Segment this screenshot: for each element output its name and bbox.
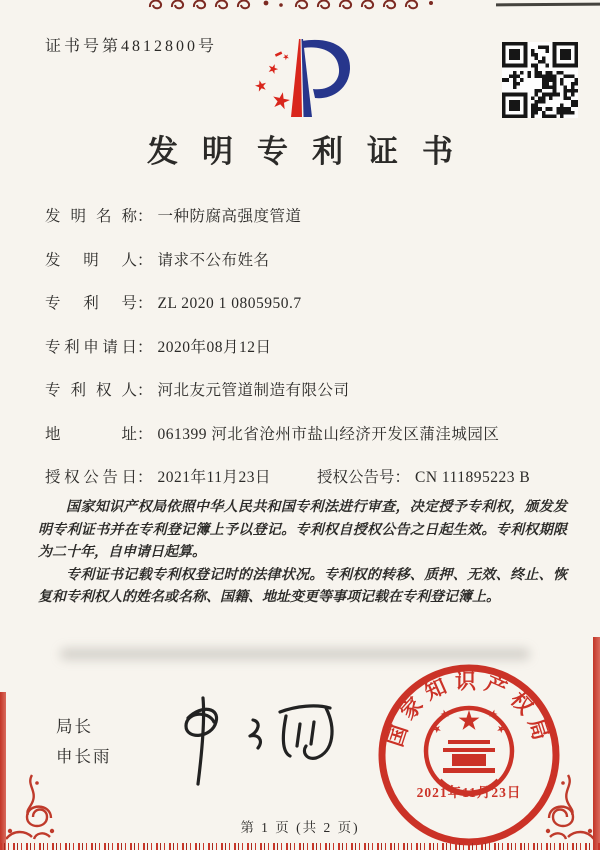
field-row-filing-date — [45, 335, 572, 379]
field-colon: ： — [137, 338, 153, 356]
field-row-invention-name — [45, 204, 572, 248]
certificate-title: 发明专利证书 — [147, 134, 477, 169]
qr-code — [502, 42, 578, 118]
field-value: 一种防腐高强度管道 — [157, 208, 302, 225]
field-colon: ： — [137, 208, 153, 225]
field-value: 请求不公布姓名 — [157, 251, 270, 269]
field-label: 专利申请日 — [45, 338, 137, 356]
field-colon: ： — [137, 469, 153, 486]
field-label: 授权公告日 — [45, 469, 137, 486]
bottom-fringe-border — [0, 843, 600, 850]
legal-text — [38, 497, 567, 610]
field-label: 地址 — [45, 425, 137, 443]
field-value: CN 111895223 B — [414, 469, 531, 486]
field-value: 2020年08月12日 — [157, 338, 272, 356]
field-value: 2021年11月23日 — [157, 469, 271, 486]
certificate-number: 证书号第4812800号 — [45, 38, 218, 55]
field-list — [45, 204, 572, 509]
corner-flourish-right-icon — [536, 773, 598, 845]
field-label: 发明名称 — [45, 208, 137, 225]
legal-paragraph-1: 国家知识产权局依照中华人民共和国专利法进行审查，决定授予专利权，颁发发明专利证书并在专利登记簿上予以登记。专利权自授权公告之日起生效。专利权期限为二十年，自申请日起算。 — [38, 500, 567, 560]
field-row-address — [45, 422, 572, 466]
page-number: 第 1 页 (共 2 页) — [240, 820, 360, 835]
field-row-patentee — [45, 378, 572, 422]
field-value: 061399 河北省沧州市盐山经济开发区蒲洼城园区 — [157, 425, 500, 443]
field-label: 专利权人 — [45, 382, 137, 399]
seal-text: 国家知识产权局 — [382, 669, 556, 750]
cnipa-logo-icon — [231, 35, 377, 125]
signer-title: 局长 — [56, 717, 93, 736]
field-colon: ： — [137, 425, 153, 443]
field-colon: ： — [137, 382, 153, 399]
right-edge-red-strip — [593, 637, 600, 850]
signature-icon — [158, 692, 344, 792]
top-edge-crease-line — [496, 3, 600, 7]
top-ornament-icon — [146, 0, 436, 12]
field-colon: ： — [137, 295, 153, 312]
signer-block — [56, 712, 112, 772]
legal-paragraph-2: 专利证书记载专利权登记时的法律状况。专利权的转移、质押、无效、终止、恢复和专利权人的姓名或名称、国籍、地址变更等事项记载在专利登记簿上。 — [38, 567, 567, 605]
field-value: 河北友元管道制造有限公司 — [157, 382, 350, 399]
corner-flourish-left-icon — [2, 773, 64, 845]
field-row-patent-number — [45, 291, 572, 335]
left-edge-red-strip — [0, 692, 6, 850]
field-colon: ： — [394, 469, 410, 486]
field-colon: ： — [137, 251, 153, 269]
field-value: ZL 2020 1 0805950.7 — [157, 295, 302, 312]
qr-code-icon — [502, 42, 578, 118]
field-row-inventor — [45, 248, 572, 292]
field-grant-number — [317, 469, 530, 486]
field-label: 授权公告号 — [316, 469, 395, 486]
seal-date: 2021年11月23日 — [416, 785, 522, 800]
signer-name: 申长雨 — [56, 747, 112, 766]
field-label: 发明人 — [45, 251, 137, 269]
field-label: 专利号 — [45, 295, 137, 312]
